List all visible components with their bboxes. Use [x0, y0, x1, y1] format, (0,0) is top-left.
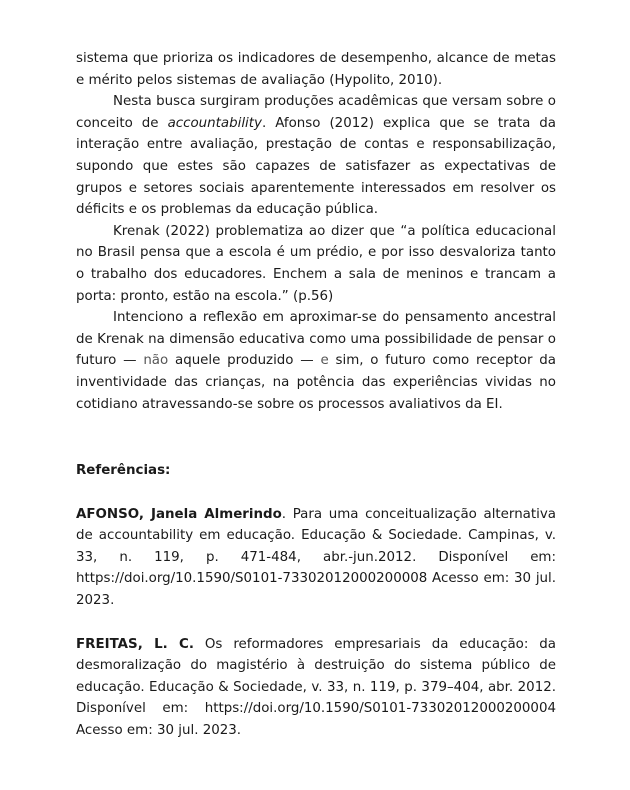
paragraph-4-text-b: aquele produzido —: [168, 353, 321, 369]
paragraph-3: Krenak (2022) problematiza ao dizer que “a política educacional no Brasil pensa que a escola é um prédio, e por isso desvaloriza tanto o trabalho dos educadores. Enchem a sala de meninos e trancam a porta: pronto, estão na escola.” (p.56): [76, 223, 556, 304]
reference-author: AFONSO, Janela Almerindo: [76, 506, 282, 522]
paragraph-4-word-nao: não: [143, 353, 169, 369]
paragraph-2-text-b: . Afonso (2012) explica que se trata da interação entre avaliação, prestação de contas e responsabilização, supondo que estes são capazes de satisfazer as expectativas de grupos e setores sociais aparentemente interessados em resolver os déficits e os problemas da educação pública.: [76, 115, 557, 218]
paragraph-2-text-a: Nesta busca surgiram produções acadêmicas que versam sobre o conceito de: [76, 94, 556, 131]
reference-author: FREITAS, L. C.: [76, 636, 194, 652]
paragraph-4-text-a: Intenciono a reflexão em aproximar-se do pensamento ancestral de Krenak na dimensão educativa como uma possibilidade de pensar o futuro —: [76, 310, 556, 369]
references-heading: Referências:: [76, 463, 171, 479]
paragraph-4-word-e: e: [320, 353, 329, 369]
reference-item-freitas: [76, 634, 556, 742]
reference-item-afonso: [76, 504, 556, 612]
paragraph-2-italic-term: accountability: [167, 115, 262, 131]
reference-text: Os reformadores empresariais da educação: da desmoralização do magistério à destruição do sistema público de educação. Educação & Sociedade, v. 33, n. 119, p. 379–404, abr. 2012. Disponível em: https://doi.org/10.1590/S0101-73302012000200004 Acesso em: 30 jul. 2023.: [76, 636, 556, 739]
paragraph-1: sistema que prioriza os indicadores de desempenho, alcance de metas e mérito pelos sistemas de avaliação (Hypolito, 2010).: [76, 51, 556, 88]
paragraph-2: [76, 91, 556, 221]
paragraph-4-text-c: sim, o futuro como receptor da inventividade das crianças, na potência das experiências vividas no cotidiano atravessando-se sobre os processos avaliativos da EI.: [76, 353, 556, 412]
reference-text: . Para uma conceitualização alternativa de accountability em educação. Educação & Sociedade. Campinas, v. 33, n. 119, p. 471-484, abr.-jun.2012. Disponível em: https://doi.org/10.1590/S0101-73302012000200008 Acesso em: 30 jul. 2023.: [76, 506, 556, 609]
paragraph-4: [76, 307, 556, 415]
